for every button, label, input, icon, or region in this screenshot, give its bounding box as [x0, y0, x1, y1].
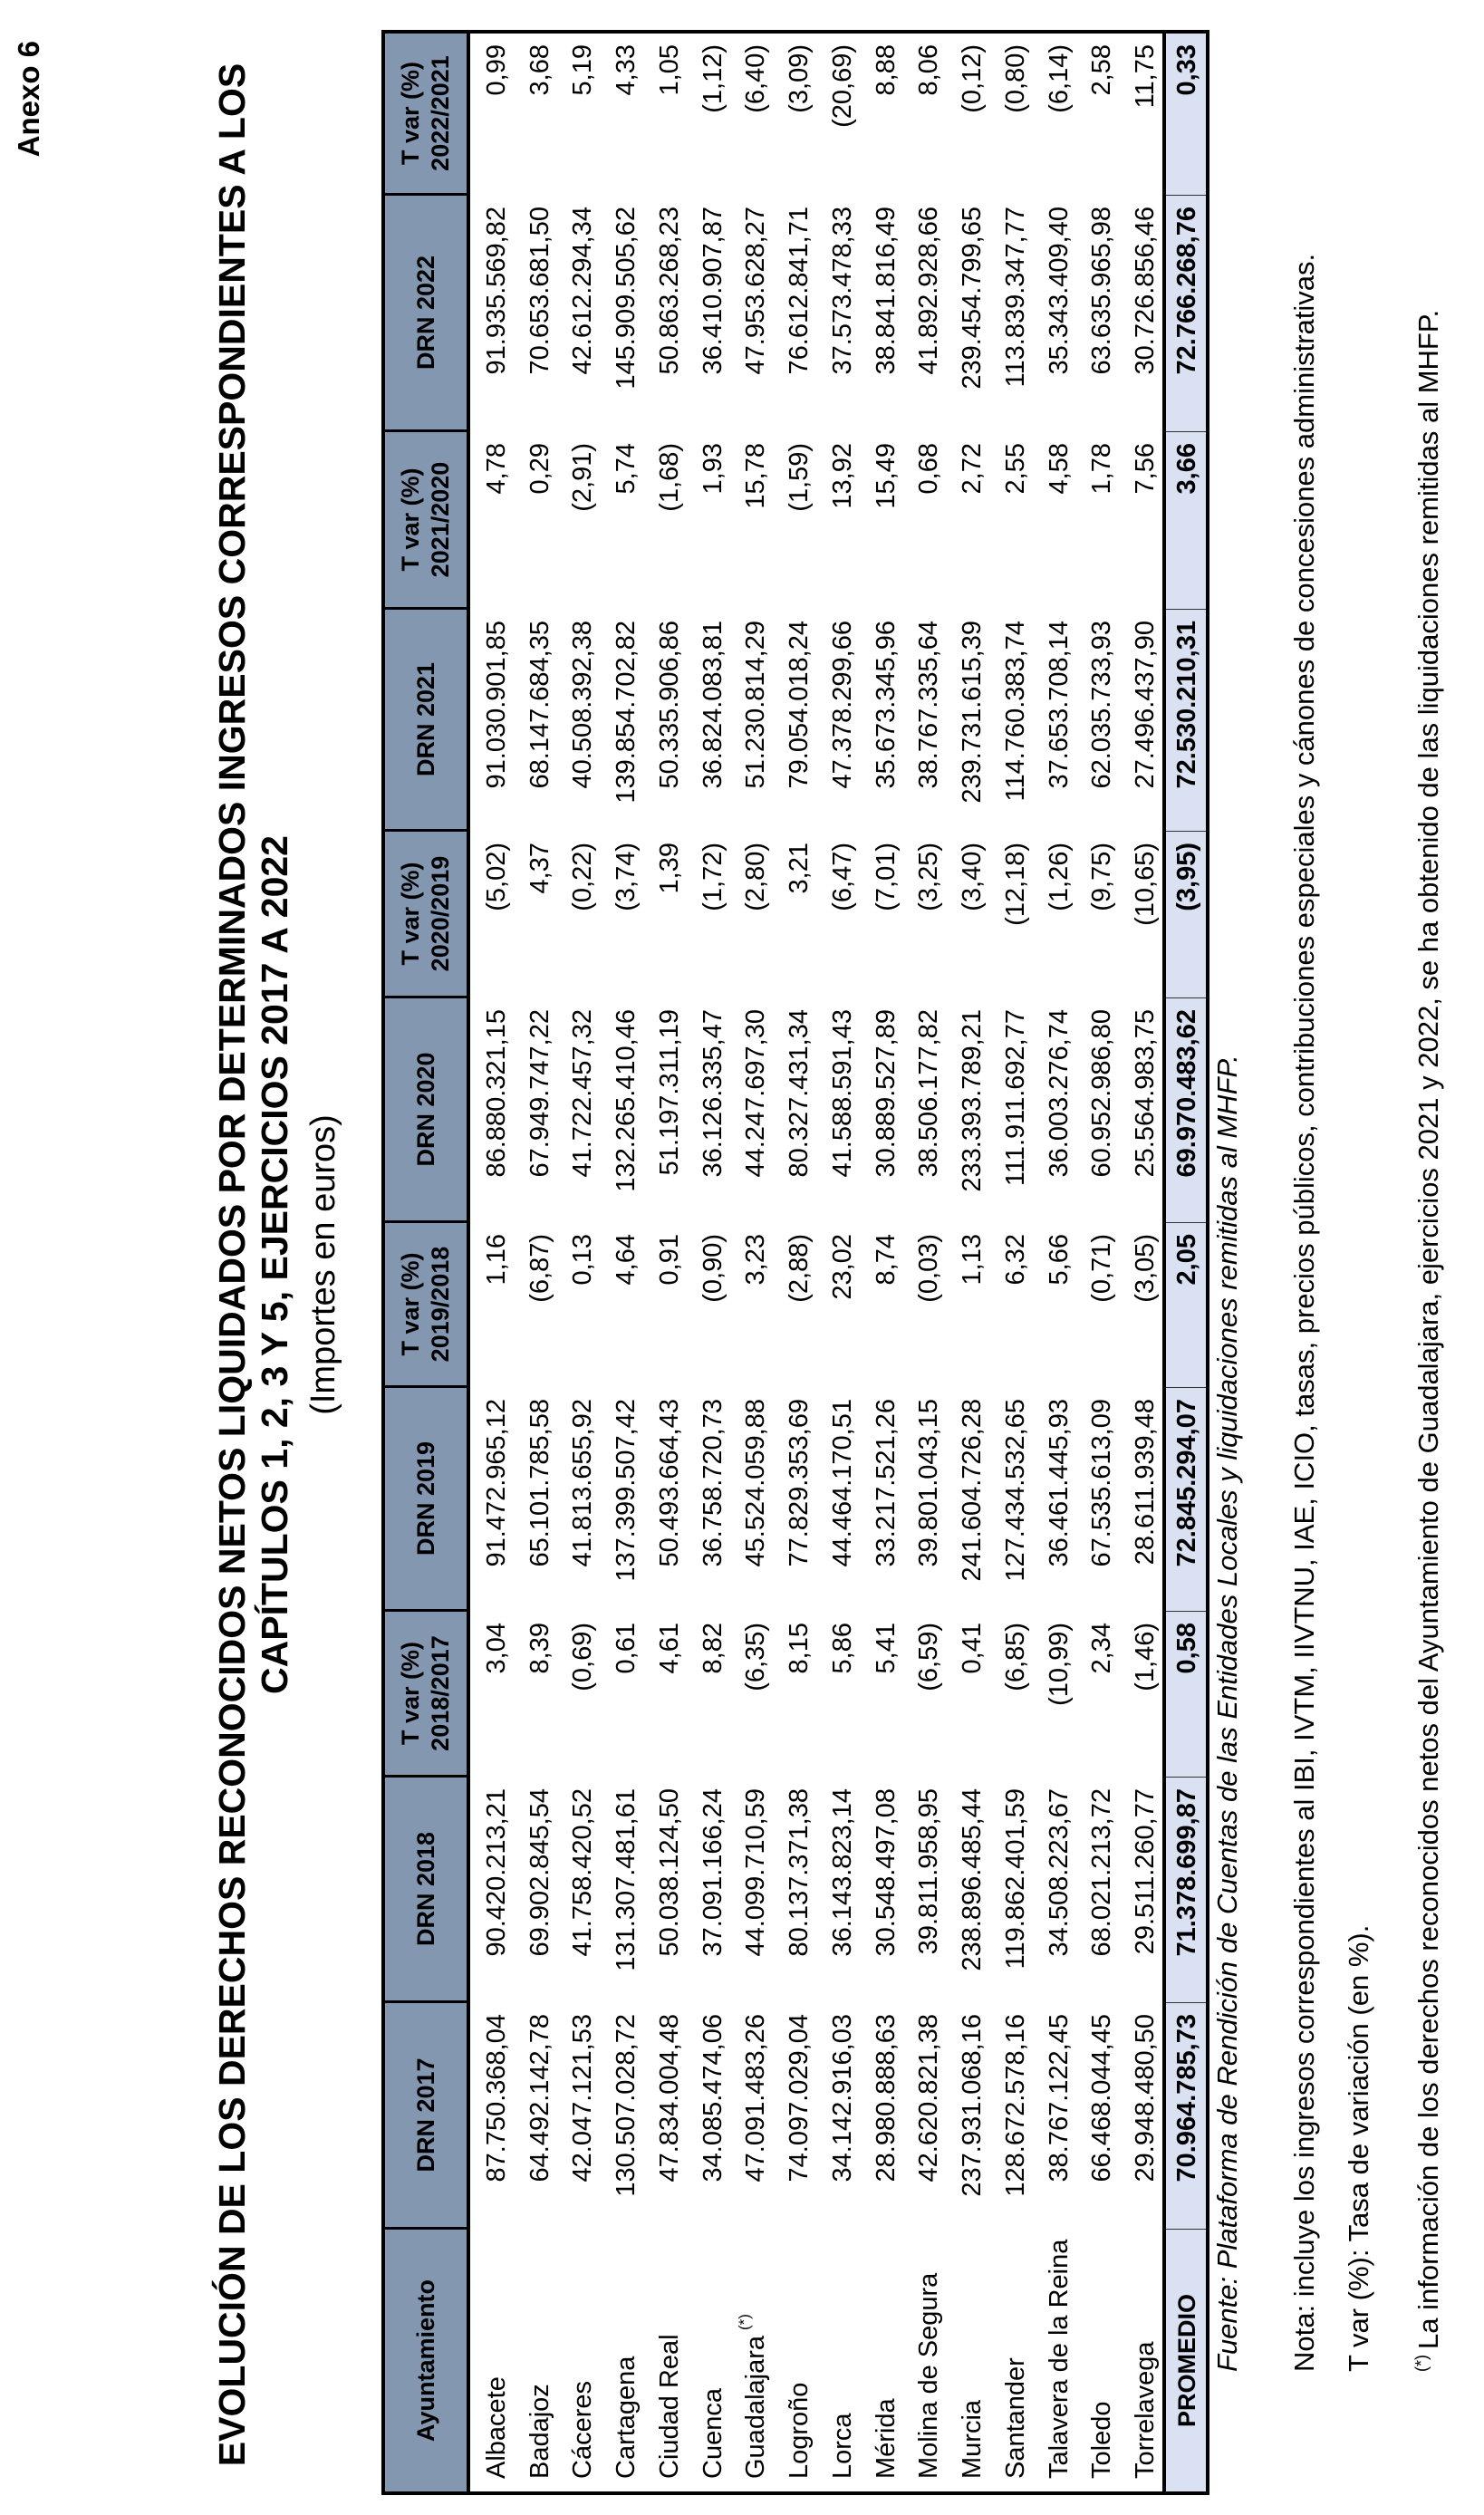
drn-2022-cell: 38.841.816,49 [871, 207, 901, 375]
header-period: 2019/2018 [427, 1246, 454, 1363]
table-row [1076, 34, 1120, 2491]
header-period: 2020/2019 [427, 855, 454, 972]
source-label: Fuente: [1211, 2276, 1243, 2372]
page-subtitle: (Importes en euros) [304, 1114, 342, 1415]
tvar-2020-2019-cell: (5,02) [481, 843, 511, 911]
header-label: T var (%) [397, 1252, 424, 1356]
drn-2020-cell: 233.393.789,21 [958, 1009, 988, 1192]
municipality-cell [816, 2230, 860, 2491]
header-label: DRN 2018 [411, 1831, 439, 1947]
drn-2021-cell: 114.760.383,74 [1000, 621, 1030, 802]
average-label: PROMEDIO [1173, 2294, 1200, 2428]
tvar-2020-2019-cell: (3,25) [914, 843, 944, 911]
table-row [946, 34, 989, 2491]
tvar-2022-2021-cell: (6,40) [741, 44, 771, 113]
header-period: 2021/2020 [427, 461, 454, 578]
drn-2017-cell: 74.097.029,04 [785, 2014, 814, 2183]
tvar-2019-2018-cell: (3,05) [1131, 1234, 1161, 1303]
tvar-2019-2018-cell: 1,13 [958, 1234, 988, 1286]
drn-2018-cell: 68.021.213,72 [1087, 1788, 1117, 1957]
header-label: T var (%) [397, 467, 424, 572]
header-drn-2021 [385, 610, 467, 832]
tvar-2018-2017-cell: 3,04 [481, 1623, 511, 1674]
tvar-2021-2020-cell: 15,78 [741, 443, 771, 509]
drn-2017-cell: 38.767.122,45 [1044, 2014, 1074, 2183]
municipality-cell [730, 2230, 774, 2491]
drn-2020-cell: 36.003.276,74 [1044, 1009, 1074, 1178]
tvar-2021-2020-cell: 13,92 [827, 443, 857, 509]
tvar-2018-2017-cell: 8,82 [698, 1623, 728, 1674]
avg-drn-2018-cell: 71.378.699,87 [1166, 1778, 1206, 2003]
table-row [860, 34, 903, 2491]
avg-drn-2017-cell: 70.964.785,73 [1166, 2003, 1206, 2230]
municipality-cell [1033, 2230, 1076, 2491]
scope-note: Nota: incluye los ingresos correspondientes al IBI, IVTM, IIVTNU, IAE, ICIO, tasas, precios públicos, contribuciones especiales y cánones de concesiones administrativas. [1288, 253, 1320, 2372]
table-row [730, 34, 774, 2491]
municipality-name: Ciudad Real [654, 2334, 684, 2479]
drn-2017-cell: 130.507.028,72 [612, 2014, 641, 2197]
drn-2018-cell: 131.307.481,61 [612, 1788, 641, 1971]
tvar-2021-2020-cell: 2,72 [958, 443, 988, 495]
avg-drn-2021-cell: 72.530.210,31 [1166, 610, 1206, 832]
avg-drn-2022-cell: 72.766.268,76 [1166, 196, 1206, 432]
tvar-2020-2019-cell: 3,21 [785, 843, 814, 894]
municipality-cell [514, 2230, 557, 2491]
drn-2022-cell: 63.635.965,98 [1087, 207, 1117, 375]
table-row [687, 34, 730, 2491]
table-row [557, 34, 601, 2491]
drn-table [381, 30, 1209, 2495]
municipality-name: Badajoz [525, 2384, 554, 2479]
drn-2020-cell: 44.247.697,30 [741, 1009, 771, 1178]
drn-2019-cell: 36.461.445,93 [1044, 1399, 1074, 1567]
tvar-2020-2019-cell: (1,72) [698, 843, 728, 911]
tvar-2019-2018-cell: (0,90) [698, 1234, 728, 1303]
municipality-cell [1119, 2230, 1162, 2491]
drn-2018-cell: 80.137.371,38 [785, 1788, 814, 1957]
drn-2018-cell: 69.902.845,54 [525, 1788, 554, 1957]
tvar-2018-2017-cell: 2,34 [1087, 1623, 1117, 1674]
drn-2018-cell: 36.143.823,14 [827, 1788, 857, 1957]
tvar-2021-2020-cell: (1,68) [654, 443, 684, 512]
tvar-2019-2018-cell: (0,03) [914, 1234, 944, 1303]
tvar-2022-2021-cell: 2,58 [1087, 44, 1117, 96]
drn-2022-cell: 42.612.294,34 [568, 207, 598, 375]
drn-2018-cell: 39.811.958,95 [914, 1788, 944, 1955]
table-row [600, 34, 643, 2491]
drn-2021-cell: 239.731.615,39 [958, 621, 988, 804]
drn-2017-cell: 42.620.821,38 [914, 2014, 944, 2183]
drn-2019-cell: 91.472.965,12 [481, 1399, 511, 1567]
avg-tvar-2018-2017-cell: 0,58 [1166, 1612, 1206, 1778]
municipality-cell [643, 2230, 687, 2491]
tvar-2018-2017-cell: 5,86 [827, 1623, 857, 1674]
drn-2022-cell: 145.909.505,62 [612, 207, 641, 390]
tvar-2018-2017-cell: (6,59) [914, 1623, 944, 1691]
drn-2018-cell: 37.091.166,24 [698, 1788, 728, 1957]
tvar-2019-2018-cell: 23,02 [827, 1234, 857, 1300]
header-drn-2018 [385, 1778, 467, 2003]
avg-drn-2019-cell: 72.845.294,07 [1166, 1388, 1206, 1612]
tvar-2018-2017-cell: 4,61 [654, 1623, 684, 1674]
tvar-2021-2020-cell: 15,49 [871, 443, 901, 509]
drn-2017-cell: 87.750.368,04 [481, 2014, 511, 2183]
tvar-2022-2021-cell: 8,06 [914, 44, 944, 96]
drn-2021-cell: 91.030.901,85 [481, 621, 511, 789]
drn-2022-cell: 239.454.799,65 [958, 207, 988, 390]
header-tvar-2020-2019 [385, 832, 467, 998]
drn-2017-cell: 29.948.480,50 [1131, 2014, 1161, 2183]
drn-2018-cell: 119.862.401,59 [1000, 1788, 1030, 1970]
tvar-2018-2017-cell: (0,69) [568, 1623, 598, 1691]
drn-2017-cell: 128.672.578,16 [1000, 2014, 1030, 2197]
tvar-2019-2018-cell: 1,16 [481, 1234, 511, 1286]
drn-2020-cell: 111.911.692,77 [1000, 1009, 1030, 1187]
header-label: T var (%) [397, 1641, 424, 1746]
drn-2018-cell: 90.420.213,21 [481, 1788, 511, 1957]
drn-2020-cell: 60.952.986,80 [1087, 1009, 1117, 1178]
tvar-2020-2019-cell: (12,18) [1000, 843, 1030, 926]
table-row [643, 34, 687, 2491]
municipality-name: Murcia [958, 2399, 988, 2479]
municipality-name: Albacete [481, 2376, 511, 2479]
tvar-2019-2018-cell: (2,88) [785, 1234, 814, 1303]
drn-2022-cell: 37.573.478,33 [827, 207, 857, 375]
drn-2021-cell: 79.054.018,24 [785, 621, 814, 789]
municipality-name: Logroño [785, 2382, 814, 2479]
municipality-cell [860, 2230, 903, 2491]
drn-2019-cell: 44.464.170,51 [827, 1399, 857, 1567]
drn-2018-cell: 238.896.485,44 [958, 1788, 988, 1971]
table-row [773, 34, 816, 2491]
tvar-2019-2018-cell: 5,66 [1044, 1234, 1074, 1286]
tvar-2021-2020-cell: 4,58 [1044, 443, 1074, 495]
drn-2022-cell: 47.953.628,27 [741, 207, 771, 375]
tvar-2022-2021-cell: (20,69) [827, 44, 857, 128]
municipality-cell [600, 2230, 643, 2491]
tvar-2022-2021-cell: 8,88 [871, 44, 901, 96]
municipality-name: Mérida [871, 2398, 901, 2479]
table-row [1119, 34, 1162, 2491]
header-tvar-2022-2021 [385, 34, 467, 196]
avg-tvar-2019-2018-cell: 2,05 [1166, 1223, 1206, 1388]
drn-2021-cell: 51.230.814,29 [741, 621, 771, 789]
tvar-2022-2021-cell: 1,05 [654, 44, 684, 96]
municipality-name: Talavera de la Reina [1044, 2239, 1074, 2479]
municipality-cell [946, 2230, 989, 2491]
avg-tvar-2021-2020-cell: 3,66 [1166, 432, 1206, 610]
drn-2022-cell: 41.892.928,66 [914, 207, 944, 375]
tvar-2018-2017-cell: (6,35) [741, 1623, 771, 1691]
drn-2022-cell: 50.863.268,23 [654, 207, 684, 375]
drn-2022-cell: 30.726.856,46 [1131, 207, 1161, 375]
tvar-2019-2018-cell: 0,13 [568, 1234, 598, 1286]
table-header-row [385, 34, 470, 2491]
tvar-2022-2021-cell: 0,99 [481, 44, 511, 96]
tvar-2019-2018-cell: 0,91 [654, 1234, 684, 1286]
header-tvar-2018-2017 [385, 1612, 467, 1778]
tvar-2020-2019-cell: (9,75) [1087, 843, 1117, 911]
drn-2019-cell: 65.101.785,58 [525, 1399, 554, 1567]
municipality-name: Cuenca [698, 2388, 728, 2479]
header-period: 2022/2021 [427, 55, 454, 171]
tvar-2020-2019-cell: (6,47) [827, 843, 857, 911]
drn-2018-cell: 50.038.124,50 [654, 1788, 684, 1957]
header-label: Ayuntamiento [411, 2279, 439, 2443]
tvar-2019-2018-cell: 3,23 [741, 1234, 771, 1286]
municipality-name: Toledo [1087, 2401, 1117, 2479]
tvar-2021-2020-cell: 4,78 [481, 443, 511, 495]
tvar-2020-2019-cell: 4,37 [525, 843, 554, 894]
drn-2020-cell: 36.126.335,47 [698, 1009, 728, 1178]
tvar-2021-2020-cell: (1,59) [785, 443, 814, 512]
header-label: DRN 2019 [411, 1441, 439, 1556]
drn-2020-cell: 86.880.321,15 [481, 1009, 511, 1178]
tvar-2019-2018-cell: 6,32 [1000, 1234, 1030, 1286]
drn-2019-cell: 137.399.507,42 [612, 1399, 641, 1582]
header-tvar-2019-2018 [385, 1223, 467, 1388]
tvar-2020-2019-cell: 1,39 [654, 843, 684, 894]
page-title-line-1: EVOLUCIÓN DE LOS DERECHOS RECONOCIDOS NETOS LIQUIDADOS POR DETERMINADOS INGRESOS CORRESPONDIENTES A LOS [211, 63, 253, 2467]
tvar-2022-2021-cell: 11,75 [1131, 44, 1161, 109]
avg-tvar-2020-2019-cell: (3,95) [1166, 832, 1206, 998]
header-drn-2019 [385, 1388, 467, 1612]
header-period: 2018/2017 [427, 1635, 454, 1751]
drn-2021-cell: 50.335.906,86 [654, 621, 684, 789]
drn-2022-cell: 76.612.841,71 [785, 207, 814, 375]
drn-2018-cell: 34.508.223,67 [1044, 1788, 1074, 1957]
tvar-2018-2017-cell: (1,46) [1131, 1623, 1161, 1691]
drn-2021-cell: 35.673.345,96 [871, 621, 901, 789]
drn-2019-cell: 28.611.939,48 [1131, 1399, 1161, 1566]
tvar-2021-2020-cell: 1,93 [698, 443, 728, 495]
drn-2019-cell: 33.217.521,26 [871, 1399, 901, 1567]
tvar-2018-2017-cell: (10,99) [1044, 1623, 1074, 1706]
drn-2021-cell: 62.035.733,93 [1087, 621, 1117, 789]
tvar-2022-2021-cell: 5,19 [568, 44, 598, 96]
tvar-2020-2019-cell: (0,22) [568, 843, 598, 911]
tvar-2022-2021-cell: 3,68 [525, 44, 554, 96]
drn-2019-cell: 45.524.059,88 [741, 1399, 771, 1567]
municipality-name: Santander [1000, 2357, 1030, 2479]
table-row [514, 34, 557, 2491]
drn-2019-cell: 67.535.613,09 [1087, 1399, 1117, 1567]
tvar-definition-note: T var (%): Tasa de variación (en %). [1343, 1924, 1374, 2372]
asterisk-footnote-text: La información de los derechos reconocidos netos del Ayuntamiento de Guadalajara, ejercicios 2021 y 2022, se ha obtenido de las liquidaciones remitidas al MHFP. [1412, 309, 1444, 2349]
source-note [1211, 1055, 1244, 2372]
tvar-2018-2017-cell: (6,85) [1000, 1623, 1030, 1691]
drn-2021-cell: 40.508.392,38 [568, 621, 598, 789]
drn-2021-cell: 139.854.702,82 [612, 621, 641, 804]
drn-2017-cell: 66.468.044,45 [1087, 2014, 1117, 2183]
municipality-name: Guadalajara [741, 2336, 771, 2479]
tvar-2020-2019-cell: (1,26) [1044, 843, 1074, 911]
tvar-2020-2019-cell: (2,80) [741, 843, 771, 911]
tvar-2018-2017-cell: 5,41 [871, 1623, 901, 1674]
header-drn-2020 [385, 998, 467, 1223]
tvar-2021-2020-cell: 0,29 [525, 443, 554, 495]
tvar-2022-2021-cell: (3,09) [785, 44, 814, 113]
drn-2018-cell: 41.758.420,52 [568, 1788, 598, 1957]
municipality-name: Cartagena [612, 2356, 641, 2479]
table-row [1033, 34, 1076, 2491]
tvar-2022-2021-cell: (6,14) [1044, 44, 1074, 113]
footnote-mark: (*) [1412, 2355, 1431, 2372]
drn-2019-cell: 127.434.532,65 [1000, 1399, 1030, 1582]
table-row [816, 34, 860, 2491]
drn-2018-cell: 30.548.497,08 [871, 1788, 901, 1957]
drn-2017-cell: 64.492.142,78 [525, 2014, 554, 2183]
municipality-cell [687, 2230, 730, 2491]
asterisk-footnote [1412, 310, 1449, 2372]
municipality-cell [557, 2230, 601, 2491]
drn-2020-cell: 38.506.177,82 [914, 1009, 944, 1178]
drn-2021-cell: 47.378.299,66 [827, 621, 857, 789]
page-title-line-2: CAPÍTULOS 1, 2, 3 Y 5, EJERCICIOS 2017 A 2022 [254, 835, 295, 1694]
tvar-2021-2020-cell: (2,91) [568, 443, 598, 512]
municipality-cell [989, 2230, 1033, 2491]
drn-2022-cell: 91.935.569,82 [481, 207, 511, 375]
header-label: DRN 2020 [411, 1052, 439, 1167]
tvar-2019-2018-cell: (6,87) [525, 1234, 554, 1303]
tvar-2021-2020-cell: 7,56 [1131, 443, 1161, 495]
tvar-2021-2020-cell: 0,68 [914, 443, 944, 495]
drn-2018-cell: 44.099.710,59 [741, 1788, 771, 1957]
table-row [470, 34, 514, 2491]
municipality-cell [1076, 2230, 1120, 2491]
tvar-2018-2017-cell: 8,15 [785, 1623, 814, 1674]
drn-2019-cell: 41.813.655,92 [568, 1399, 598, 1567]
municipality-name: Molina de Segura [914, 2272, 944, 2479]
header-label: DRN 2021 [411, 661, 439, 777]
drn-2020-cell: 25.564.983,75 [1131, 1009, 1161, 1178]
municipality-name: Lorca [827, 2413, 857, 2479]
annex-label: Anexo 6 [12, 41, 45, 158]
municipality-cell [903, 2230, 947, 2491]
drn-2022-cell: 70.653.681,50 [525, 207, 554, 375]
tvar-2022-2021-cell: 4,33 [612, 44, 641, 96]
drn-2018-cell: 29.511.260,77 [1131, 1788, 1161, 1955]
drn-2020-cell: 132.265.410,46 [612, 1009, 641, 1192]
header-label: DRN 2017 [411, 2057, 439, 2173]
header-tvar-2021-2020 [385, 432, 467, 610]
drn-2019-cell: 77.829.353,69 [785, 1399, 814, 1567]
drn-2017-cell: 34.142.916,03 [827, 2014, 857, 2183]
tvar-2021-2020-cell: 2,55 [1000, 443, 1030, 495]
average-row [1162, 34, 1206, 2491]
municipality-name: Torrelavega [1131, 2341, 1161, 2479]
header-drn-2017 [385, 2003, 467, 2230]
source-text: Plataforma de Rendición de Cuentas de las Entidades Locales y liquidaciones remitidas al MHFP. [1211, 1055, 1243, 2269]
tvar-2020-2019-cell: (7,01) [871, 843, 901, 911]
tvar-2020-2019-cell: (3,40) [958, 843, 988, 911]
drn-2021-cell: 38.767.335,64 [914, 621, 944, 789]
drn-2017-cell: 34.085.474,06 [698, 2014, 728, 2183]
tvar-2018-2017-cell: 8,39 [525, 1623, 554, 1674]
header-label: T var (%) [397, 862, 424, 966]
tvar-2020-2019-cell: (10,65) [1131, 843, 1161, 926]
drn-2020-cell: 30.889.527,89 [871, 1009, 901, 1178]
drn-2022-cell: 35.343.409,40 [1044, 207, 1074, 375]
drn-2020-cell: 67.949.747,22 [525, 1009, 554, 1178]
drn-2019-cell: 39.801.043,15 [914, 1399, 944, 1567]
drn-2019-cell: 36.758.720,73 [698, 1399, 728, 1567]
table-row [903, 34, 947, 2491]
drn-2021-cell: 68.147.684,35 [525, 621, 554, 789]
drn-2020-cell: 41.588.591,43 [827, 1009, 857, 1178]
header-drn-2022 [385, 196, 467, 432]
drn-2022-cell: 36.410.907,87 [698, 207, 728, 375]
drn-2017-cell: 237.931.068,16 [958, 2014, 988, 2197]
tvar-2021-2020-cell: 1,78 [1087, 443, 1117, 495]
tvar-2019-2018-cell: (0,71) [1087, 1234, 1117, 1303]
tvar-2018-2017-cell: 0,41 [958, 1623, 988, 1674]
drn-2017-cell: 42.047.121,53 [568, 2014, 598, 2183]
drn-2017-cell: 47.091.483,26 [741, 2014, 771, 2183]
drn-2017-cell: 28.980.888,63 [871, 2014, 901, 2183]
header-label: T var (%) [397, 61, 424, 166]
avg-tvar-2022-2021-cell: 0,33 [1166, 34, 1206, 196]
drn-2020-cell: 41.722.457,32 [568, 1009, 598, 1178]
municipality-name: Cáceres [568, 2381, 598, 2479]
header-municipality [385, 2230, 467, 2491]
tvar-2022-2021-cell: (0,12) [958, 44, 988, 113]
drn-2021-cell: 37.653.708,14 [1044, 621, 1074, 789]
municipality-cell [470, 2230, 514, 2491]
avg-drn-2020-cell: 69.970.483,62 [1166, 998, 1206, 1223]
drn-2022-cell: 113.839.347,77 [1000, 207, 1030, 388]
drn-2021-cell: 36.824.083,81 [698, 621, 728, 789]
tvar-2018-2017-cell: 0,61 [612, 1623, 641, 1674]
drn-2020-cell: 51.197.311,19 [654, 1009, 684, 1176]
drn-2019-cell: 50.493.664,43 [654, 1399, 684, 1567]
header-label: DRN 2022 [411, 255, 439, 371]
tvar-2021-2020-cell: 5,74 [612, 443, 641, 495]
footnote-mark: (*) [736, 2314, 754, 2330]
tvar-2020-2019-cell: (3,74) [612, 843, 641, 911]
drn-2021-cell: 27.496.437,90 [1131, 621, 1161, 789]
drn-2019-cell: 241.604.726,28 [958, 1399, 988, 1582]
drn-2017-cell: 47.834.004,48 [654, 2014, 684, 2183]
tvar-2022-2021-cell: (0,80) [1000, 44, 1030, 113]
tvar-2019-2018-cell: 8,74 [871, 1234, 901, 1286]
tvar-2019-2018-cell: 4,64 [612, 1234, 641, 1286]
table-row [989, 34, 1033, 2491]
tvar-2022-2021-cell: (1,12) [698, 44, 728, 113]
municipality-cell [773, 2230, 816, 2491]
drn-2020-cell: 80.327.431,34 [785, 1009, 814, 1178]
